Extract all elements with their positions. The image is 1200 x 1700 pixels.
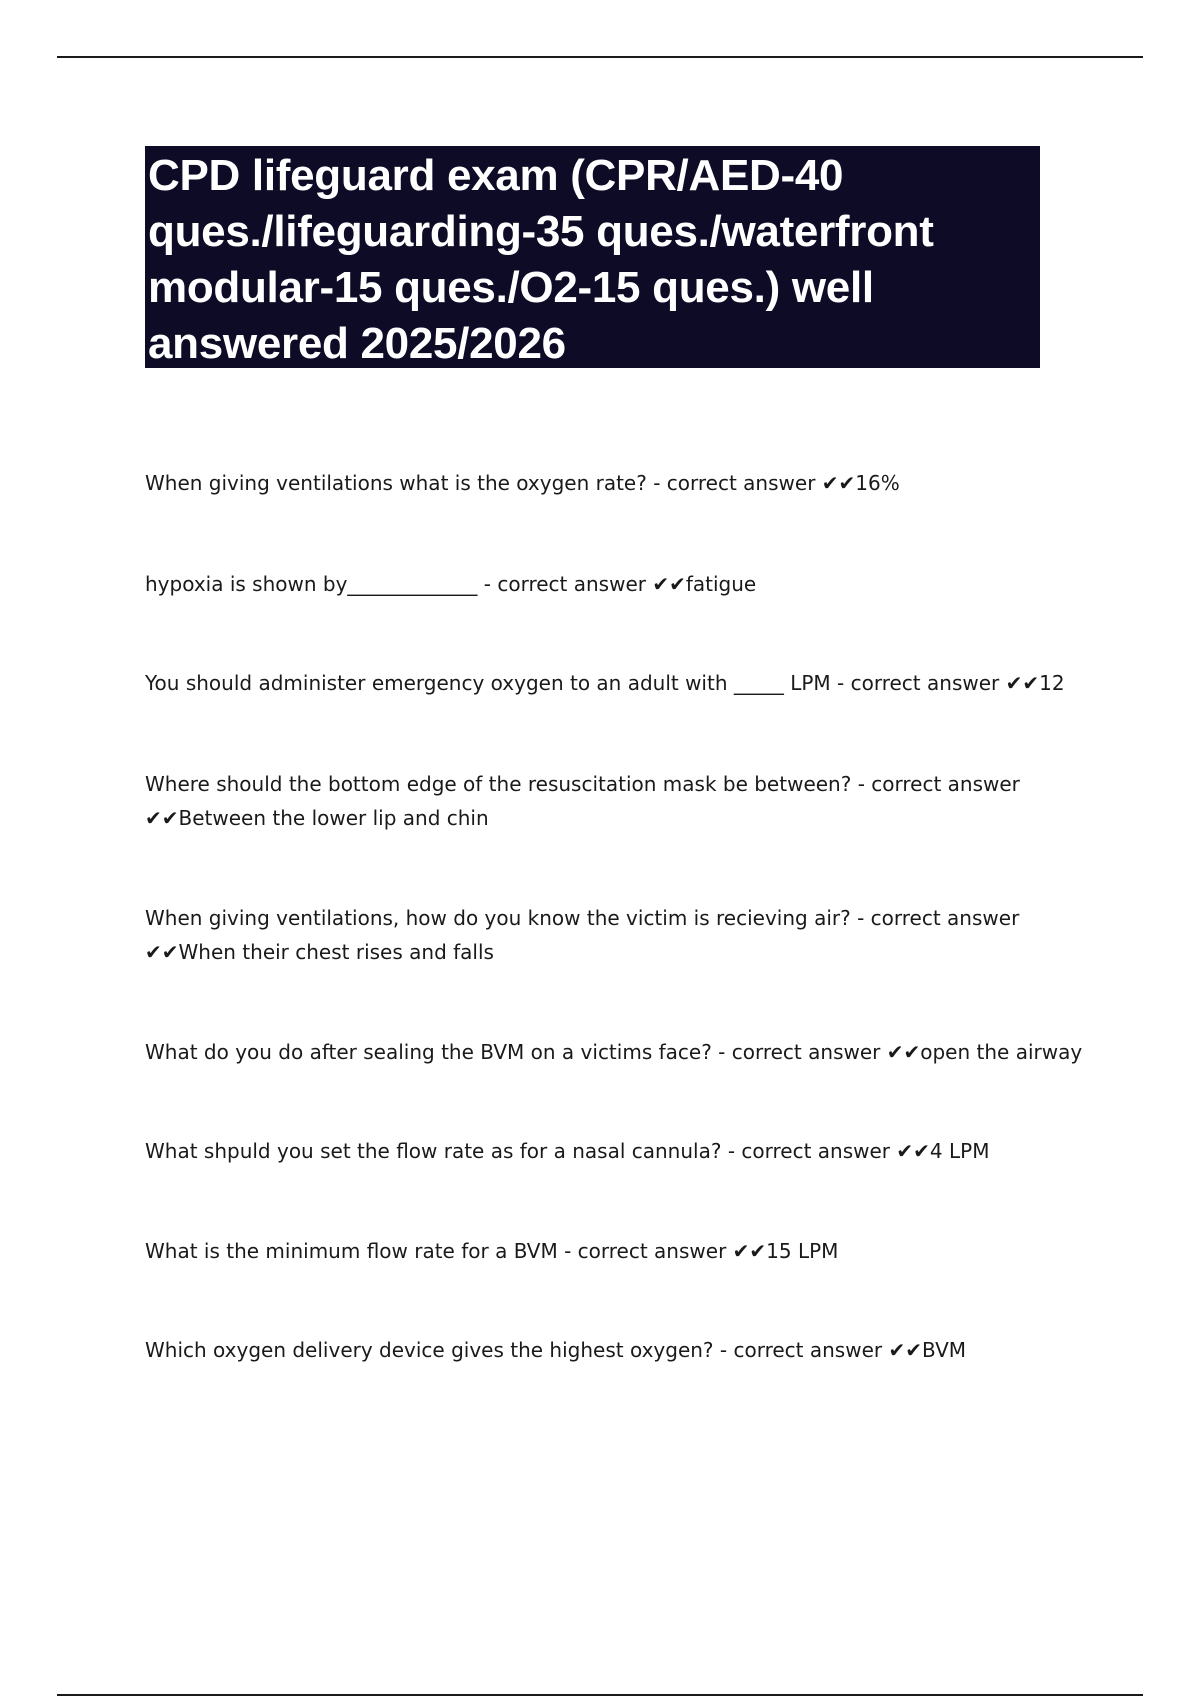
qa-item (145, 1134, 1085, 1168)
answer-text: BVM (921, 1338, 967, 1362)
document-title: CPD lifeguard exam (CPR/AED-40 ques./lifeguarding-35 ques./waterfront modular-15 ques./O2-15 ques.) well answered 2025/2026 (148, 151, 934, 368)
question-text: When giving ventilations, how do you know the victim is recieving air? (145, 906, 851, 930)
answer-separator: - correct answer (713, 1338, 889, 1362)
answer-text: 16% (855, 471, 900, 495)
answer-separator: - correct answer (477, 572, 653, 596)
question-text: Where should the bottom edge of the resuscitation mask be between? (145, 772, 852, 796)
check-marks-icon: ✔✔ (896, 1139, 930, 1163)
qa-item (145, 567, 1085, 601)
qa-item (145, 666, 1085, 700)
qa-item (145, 1234, 1085, 1268)
question-text: hypoxia is shown by_____________ (145, 572, 478, 596)
answer-separator: - correct answer (711, 1040, 887, 1064)
answer-text: 12 (1039, 671, 1065, 695)
answer-separator: - correct answer (557, 1239, 733, 1263)
answer-text: Between the lower lip and chin (178, 806, 489, 830)
qa-item (145, 466, 1085, 500)
answer-text: 4 LPM (929, 1139, 990, 1163)
question-text: What is the minimum flow rate for a BVM (145, 1239, 558, 1263)
question-text: Which oxygen delivery device gives the highest oxygen? (145, 1338, 714, 1362)
answer-separator: - correct answer (850, 906, 1020, 930)
check-marks-icon: ✔✔ (886, 1040, 921, 1064)
check-marks-icon: ✔✔ (732, 1239, 767, 1263)
answer-separator: - correct answer (646, 471, 822, 495)
check-marks-icon: ✔✔ (145, 940, 179, 964)
answer-separator: - correct answer (721, 1139, 897, 1163)
answer-separator: - correct answer (851, 772, 1020, 796)
question-text: When giving ventilations what is the oxygen rate? (145, 471, 647, 495)
question-text: What shpuld you set the flow rate as for a nasal cannula? (145, 1139, 722, 1163)
bottom-page-rule (57, 1694, 1143, 1696)
question-text: You should administer emergency oxygen to an adult with _____ LPM (145, 671, 831, 695)
qa-item (145, 1333, 1085, 1367)
answer-text: fatigue (685, 572, 757, 596)
question-text: What do you do after sealing the BVM on a victims face? (145, 1040, 712, 1064)
qa-item (145, 767, 1085, 835)
answer-text: When their chest rises and falls (178, 940, 494, 964)
answer-text: 15 LPM (766, 1239, 839, 1263)
answer-separator: - correct answer (830, 671, 1006, 695)
check-marks-icon: ✔✔ (821, 471, 856, 495)
qa-item (145, 901, 1085, 969)
check-marks-icon: ✔✔ (145, 806, 179, 830)
document-title-block (145, 146, 1040, 368)
qa-item (145, 1035, 1085, 1069)
check-marks-icon: ✔✔ (888, 1338, 922, 1362)
check-marks-icon: ✔✔ (1005, 671, 1040, 695)
answer-text: open the airway (920, 1040, 1083, 1064)
top-page-rule (57, 56, 1143, 58)
check-marks-icon: ✔✔ (652, 572, 686, 596)
